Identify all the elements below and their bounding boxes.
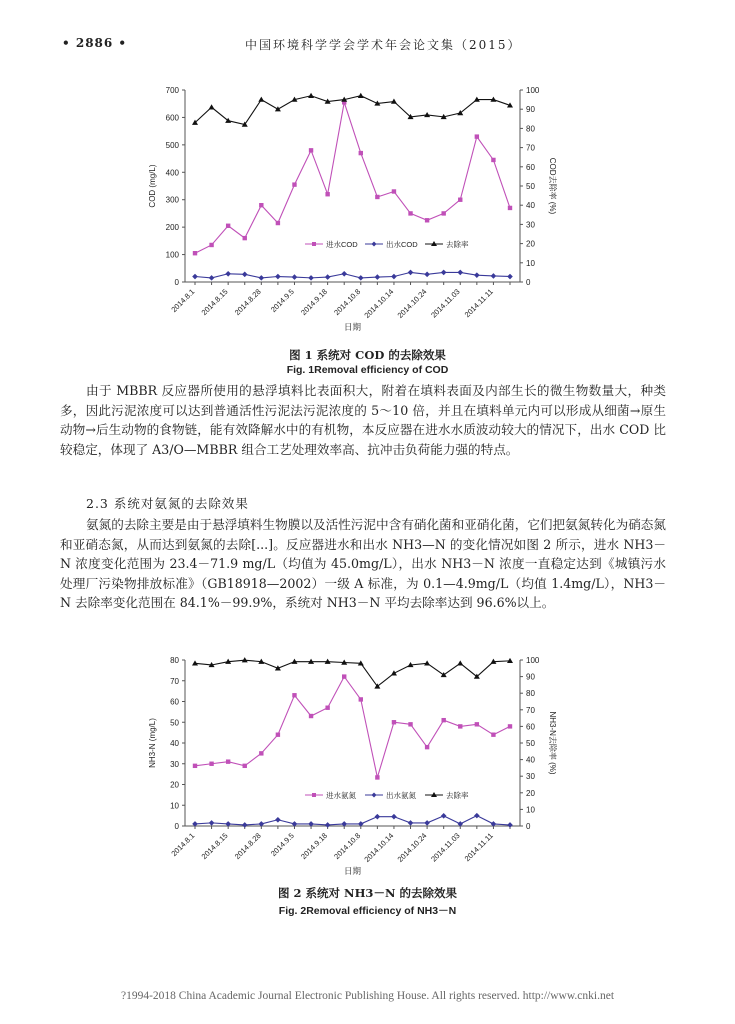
paragraph-cod <box>60 381 666 459</box>
data-point <box>209 243 213 247</box>
data-point <box>408 722 412 726</box>
data-point <box>341 271 347 277</box>
right-tick-label: 10 <box>526 805 535 815</box>
right-tick-label: 70 <box>526 143 535 153</box>
data-point <box>276 733 280 737</box>
data-point <box>358 93 364 98</box>
data-point <box>209 762 213 766</box>
right-tick-label: 30 <box>526 220 535 230</box>
right-tick-label: 40 <box>526 201 535 211</box>
data-point <box>475 722 479 726</box>
figure-2-caption-cn: 图 2 系统对 NH3－N 的去除效果 <box>278 886 457 900</box>
data-point <box>308 275 314 281</box>
data-point <box>424 112 430 117</box>
x-tick-label: 2014.10.24 <box>395 831 429 864</box>
left-tick-label: 400 <box>165 168 179 178</box>
data-point <box>292 274 298 280</box>
figure-2-caption-en: Fig. 2Removal efficiency of NH3－N <box>278 905 457 917</box>
left-tick-label: 700 <box>165 86 179 95</box>
left-tick-label: 80 <box>170 656 179 665</box>
left-axis-title: COD (mg/L) <box>148 164 157 208</box>
right-tick-label: 20 <box>526 239 535 249</box>
legend-label: 去除率 <box>446 791 469 800</box>
data-point <box>375 195 379 199</box>
data-point <box>392 189 396 193</box>
right-tick-label: 0 <box>526 822 531 831</box>
right-tick-label: 10 <box>526 258 535 268</box>
x-tick-label: 2014.11.11 <box>462 831 495 864</box>
data-point <box>342 674 346 678</box>
data-point <box>457 270 463 276</box>
figure-1-caption-en: Fig. 1Removal efficiency of COD <box>286 364 449 376</box>
right-tick-label: 40 <box>526 755 535 765</box>
data-point <box>508 724 512 728</box>
x-tick-label: 2014.10.14 <box>362 831 396 864</box>
x-tick-label: 2014.8.28 <box>232 831 263 862</box>
right-axis-title: COD去除率 (%) <box>548 157 557 215</box>
data-point <box>242 822 248 828</box>
data-point <box>441 211 445 215</box>
data-point <box>458 724 462 728</box>
left-tick-label: 600 <box>165 113 179 123</box>
legend-marker <box>372 242 377 247</box>
left-tick-label: 500 <box>165 140 179 150</box>
legend-label: 进水COD <box>326 240 358 249</box>
series-line <box>195 660 510 686</box>
legend-marker <box>312 793 316 797</box>
series-line <box>195 102 510 253</box>
data-point <box>359 697 363 701</box>
right-tick-label: 0 <box>526 278 531 287</box>
data-point <box>192 274 198 280</box>
left-tick-label: 40 <box>170 739 179 748</box>
paragraph-ammonia <box>60 515 666 613</box>
figure-1-caption-cn: 图 1 系统对 COD 的去除效果 <box>289 348 446 362</box>
x-tick-label: 2014.9.5 <box>268 287 296 315</box>
footer-copyright: ?1994-2018 China Academic Journal Electronic Publishing House. All rights reserved. http://www.cnki.net <box>120 990 615 1002</box>
data-point <box>441 718 445 722</box>
data-point <box>458 198 462 202</box>
legend-label: 去除率 <box>446 240 469 249</box>
data-point <box>259 275 265 281</box>
data-point <box>375 775 379 779</box>
data-point <box>325 192 329 196</box>
data-point <box>491 733 495 737</box>
data-point <box>275 817 281 823</box>
data-point <box>209 104 215 109</box>
data-point <box>325 706 329 710</box>
nh3n-chart <box>0 650 735 880</box>
data-point <box>308 93 314 98</box>
x-tick-label: 2014.8.28 <box>232 287 263 318</box>
data-point <box>325 274 331 280</box>
data-point <box>226 224 230 228</box>
data-point <box>424 820 430 826</box>
legend-label: 进水氨氮 <box>326 791 356 800</box>
left-tick-label: 50 <box>170 718 179 728</box>
right-tick-label: 50 <box>526 182 535 191</box>
data-point <box>359 151 363 155</box>
right-tick-label: 30 <box>526 772 535 782</box>
right-tick-label: 80 <box>526 689 535 699</box>
data-point <box>441 672 447 677</box>
data-point <box>193 251 197 255</box>
data-point <box>243 764 247 768</box>
series-line <box>195 96 510 125</box>
left-tick-label: 60 <box>170 697 179 707</box>
data-point <box>408 820 414 826</box>
data-point <box>309 714 313 718</box>
x-tick-label: 2014.8.15 <box>199 287 230 318</box>
data-point <box>325 822 331 828</box>
right-axis-title: NH3-N去除率 (%) <box>548 711 557 775</box>
left-tick-label: 10 <box>170 801 179 811</box>
legend-marker <box>312 242 316 246</box>
series-line <box>195 816 510 825</box>
data-point <box>226 759 230 763</box>
data-point <box>225 271 231 277</box>
data-point <box>242 272 248 278</box>
data-point <box>491 273 497 279</box>
left-tick-label: 100 <box>165 250 179 260</box>
section-heading-ammonia: 2.3 系统对氨氮的去除效果 <box>86 496 249 511</box>
data-point <box>259 203 263 207</box>
figure-1-chart <box>0 80 735 342</box>
x-tick-label: 2014.10.24 <box>395 287 429 320</box>
data-point <box>491 158 495 162</box>
left-tick-label: 20 <box>170 780 179 790</box>
left-tick-label: 0 <box>174 278 179 287</box>
data-point <box>391 99 397 104</box>
left-tick-label: 30 <box>170 759 179 769</box>
data-point <box>424 660 430 665</box>
data-point <box>424 272 430 278</box>
journal-title: 中国环境科学学会学术年会论文集（2015） <box>245 38 522 52</box>
data-point <box>192 660 198 665</box>
x-tick-label: 2014.9.18 <box>299 831 330 862</box>
data-point <box>475 134 479 138</box>
x-tick-label: 2014.8.15 <box>199 831 230 862</box>
page-number: • 2886 • <box>62 36 128 50</box>
data-point <box>292 693 296 697</box>
x-tick-label: 2014.10.14 <box>362 287 396 320</box>
data-point <box>408 211 412 215</box>
data-point <box>375 814 381 820</box>
data-point <box>425 745 429 749</box>
legend-label: 出水氨氮 <box>386 791 416 800</box>
data-point <box>441 813 447 819</box>
legend-marker <box>372 793 377 798</box>
data-point <box>292 182 296 186</box>
data-point <box>209 275 215 281</box>
x-tick-label: 2014.11.03 <box>429 831 462 864</box>
x-tick-label: 2014.9.18 <box>299 287 330 318</box>
x-axis-title: 日期 <box>343 322 362 332</box>
data-point <box>358 275 364 281</box>
data-point <box>391 814 397 820</box>
data-point <box>425 218 429 222</box>
left-axis-title: NH3-N (mg/L) <box>148 718 157 768</box>
data-point <box>508 206 512 210</box>
right-tick-label: 60 <box>526 722 535 732</box>
right-tick-label: 60 <box>526 162 535 172</box>
data-point <box>474 813 480 819</box>
right-tick-label: 80 <box>526 124 535 134</box>
right-tick-label: 100 <box>526 86 540 95</box>
data-point <box>259 751 263 755</box>
data-point <box>507 274 513 280</box>
cod-chart <box>0 80 735 342</box>
data-point <box>507 822 513 828</box>
left-tick-label: 0 <box>174 822 179 831</box>
data-point <box>441 270 447 276</box>
data-point <box>375 274 381 280</box>
data-point <box>243 236 247 240</box>
data-point <box>242 657 248 662</box>
paragraph-2-text: 氨氮的去除主要是由于悬浮填料生物膜以及活性污泥中含有硝化菌和亚硝化菌，它们把氨氮转化为硝态氮和亚硝态氮，从而达到氨氮的去除[...]。反应器进水和出水 NH3—N 的变化情况如图 2 所示，进水 NH3－N 浓度变化范围为 23.4－71.9 mg/L（均值为 45.0mg/L），出水 NH3－N 浓度一直稳定达到《城镇污水处理厂污染物排放标准》（GB18918—2002）一级 A 标准，为 0.1—4.9mg/L（均值 1.4mg/L），NH3－N 去除率变化范围在 84.1%－99.9%，系统对 NH3－N 平均去除率达到 96.6%以上。 <box>60 517 666 610</box>
data-point <box>276 221 280 225</box>
data-point <box>391 274 397 280</box>
right-tick-label: 90 <box>526 105 535 115</box>
legend-label: 出水COD <box>386 240 418 249</box>
data-point <box>275 274 281 280</box>
data-point <box>309 148 313 152</box>
data-point <box>275 106 281 111</box>
paragraph-1-text: 由于 MBBR 反应器所使用的悬浮填料比表面积大，附着在填料表面及内部生长的微生物数量大，种类多，因此污泥浓度可以达到普通活性污泥法污泥浓度的 5～10 倍，并且在填料单元内可以形成从细菌→原生动物→后生动物的食物链，能有效降解水中的有机物，本反应器在进水水质波动较大的情况下，出水 COD 比较稳定，体现了 A3/O—MBBR 组合工艺处理效率高、抗冲击负荷能力强的特点。 <box>60 383 666 457</box>
right-tick-label: 70 <box>526 705 535 715</box>
data-point <box>408 270 414 276</box>
series-line <box>195 272 510 277</box>
x-tick-label: 2014.8.1 <box>169 831 197 859</box>
figure-2-chart <box>0 650 735 880</box>
data-point <box>193 764 197 768</box>
right-tick-label: 50 <box>526 739 535 748</box>
data-point <box>391 670 397 675</box>
right-tick-label: 90 <box>526 672 535 682</box>
left-tick-label: 200 <box>165 223 179 233</box>
data-point <box>474 272 480 278</box>
series-line <box>195 677 510 778</box>
right-tick-label: 20 <box>526 788 535 798</box>
x-tick-label: 2014.9.5 <box>268 831 296 859</box>
x-tick-label: 2014.10.8 <box>332 831 363 862</box>
data-point <box>258 97 264 102</box>
data-point <box>209 820 215 826</box>
x-tick-label: 2014.11.03 <box>429 287 462 320</box>
x-axis-title: 日期 <box>343 866 362 876</box>
x-tick-label: 2014.8.1 <box>169 287 197 315</box>
left-tick-label: 70 <box>170 676 179 686</box>
x-tick-label: 2014.10.8 <box>332 287 363 318</box>
data-point <box>392 720 396 724</box>
left-tick-label: 300 <box>165 195 179 205</box>
right-tick-label: 100 <box>526 656 540 665</box>
data-point <box>457 660 463 665</box>
x-tick-label: 2014.11.11 <box>462 287 495 320</box>
